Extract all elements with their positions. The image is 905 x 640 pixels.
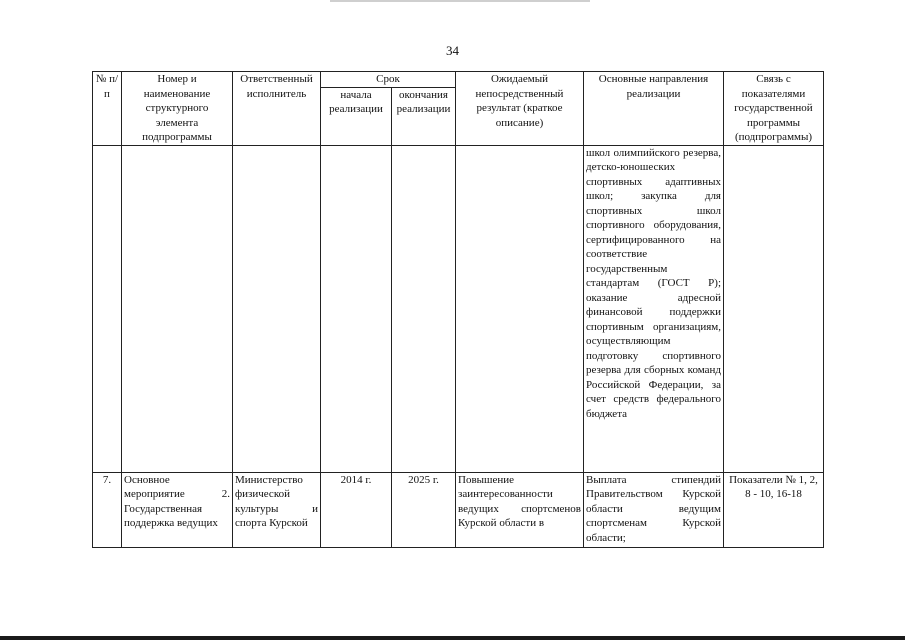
cell-result: Повышение заинтересованности ведущих спортсменов Курской области в bbox=[456, 472, 584, 547]
scan-artifact-top bbox=[330, 0, 590, 2]
cell-start bbox=[321, 145, 392, 472]
header-executor: Ответственный исполнитель bbox=[233, 72, 321, 146]
cell-directions: школ олимпийского резерва, детско-юношеских спортивных адаптивных школ; закупка для спортивных школ спортивного оборудования, сертифицированного на соответствие государственным стандартам (ГОСТ Р); оказание адресной финансовой поддержки спортивным организациям, осуществляющим подготовку спортивного резерва для сборных команд Российской Федерации, за счет средств федерального бюджета bbox=[584, 145, 724, 472]
header-link: Связь с показателями государственной программы (подпрограммы) bbox=[724, 72, 824, 146]
page-number: 34 bbox=[446, 43, 459, 58]
header-directions: Основные направления реализации bbox=[584, 72, 724, 146]
cell-executor: Министерство физической культуры и спорта Курской bbox=[233, 472, 321, 547]
cell-link: Показатели № 1, 2, 8 - 10, 16-18 bbox=[724, 472, 824, 547]
cell-link bbox=[724, 145, 824, 472]
table-row bbox=[93, 145, 824, 472]
cell-start: 2014 г. bbox=[321, 472, 392, 547]
table-row bbox=[93, 472, 824, 547]
header-end: окончания реализации bbox=[392, 87, 456, 145]
header-result: Ожидаемый непосредственный результат (краткое описание) bbox=[456, 72, 584, 146]
cell-num: 7. bbox=[93, 472, 122, 547]
header-name: Номер и наименование структурного элемента подпрограммы bbox=[122, 72, 233, 146]
cell-end bbox=[392, 145, 456, 472]
cell-directions: Выплата стипендий Правительством Курской области ведущим спортсменам Курской области; bbox=[584, 472, 724, 547]
scan-artifact-bottom bbox=[0, 636, 905, 640]
cell-executor bbox=[233, 145, 321, 472]
table-header-row bbox=[93, 72, 824, 88]
cell-num bbox=[93, 145, 122, 472]
header-term: Срок bbox=[321, 72, 456, 88]
header-start: начала реализации bbox=[321, 87, 392, 145]
cell-name: Основное мероприятие 2. Государственная поддержка ведущих bbox=[122, 472, 233, 547]
cell-result bbox=[456, 145, 584, 472]
cell-name bbox=[122, 145, 233, 472]
program-table bbox=[92, 71, 824, 548]
header-num: № п/п bbox=[93, 72, 122, 146]
cell-end: 2025 г. bbox=[392, 472, 456, 547]
